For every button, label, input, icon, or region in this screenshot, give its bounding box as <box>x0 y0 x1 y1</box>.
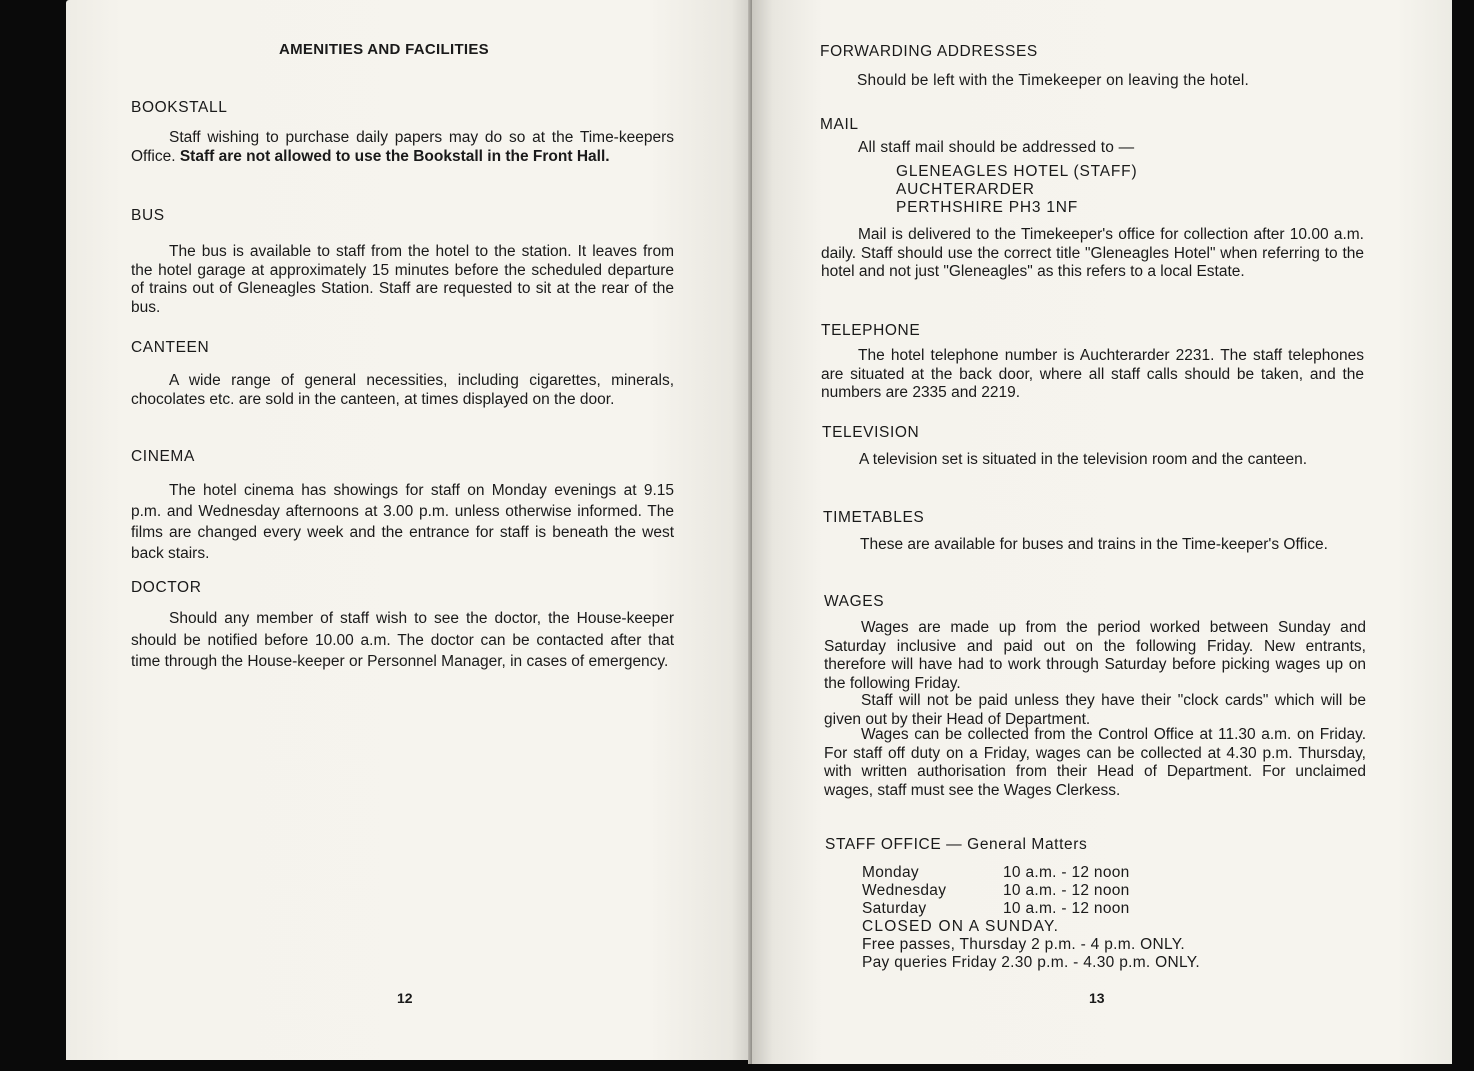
forwarding-text: Should be left with the Timekeeper on leaving the hotel. <box>857 72 1250 89</box>
bookstall-heading: BOOKSTALL <box>131 99 228 116</box>
wages-text-2: Staff will not be paid unless they have their "clock cards" which will be given out by their Head of Department. <box>824 692 1366 728</box>
address-line-2: AUCHTERARDER <box>896 181 1035 198</box>
schedule-hours: 10 a.m. - 12 noon <box>1003 882 1130 899</box>
wages-heading: WAGES <box>824 593 885 610</box>
page-number-left: 12 <box>397 990 413 1006</box>
page-title: AMENITIES AND FACILITIES <box>279 41 489 58</box>
address-line-3: PERTHSHIRE PH3 1NF <box>896 199 1079 216</box>
schedule-row <box>862 900 1200 918</box>
timetables-heading: TIMETABLES <box>823 509 925 526</box>
forwarding-heading: FORWARDING ADDRESSES <box>820 43 1038 60</box>
timetables-text: These are available for buses and trains in the Time-keeper's Office. <box>860 536 1328 553</box>
cinema-heading: CINEMA <box>131 448 195 465</box>
right-page <box>752 0 1452 1064</box>
mail-text: Mail is delivered to the Timekeeper's office for collection after 10.00 a.m. daily. Staff should use the correct title "Gleneagles Hotel" when referring to the hotel and not just "Gleneagles" as this refers to a local Estate. <box>821 226 1364 280</box>
doctor-text: Should any member of staff wish to see the doctor, the House-keeper should be notified before 10.00 a.m. The doctor can be contacted after that time through the House-keeper or Personnel Manager, in cases of emergency. <box>131 610 674 670</box>
staff-office-heading: STAFF OFFICE — General Matters <box>825 836 1088 853</box>
canteen-heading: CANTEEN <box>131 339 210 356</box>
bookstall-text-regular: Staff wishing to purchase daily papers may do so at the Time-keepers Office. <box>131 129 674 165</box>
page-number-right: 13 <box>1089 990 1105 1006</box>
schedule-day: Wednesday <box>862 882 947 899</box>
schedule-hours: 10 a.m. - 12 noon <box>1003 864 1130 881</box>
pay-queries-notice: Pay queries Friday 2.30 p.m. - 4.30 p.m. ONLY. <box>862 954 1201 971</box>
bookstall-text-bold: Staff are not allowed to use the Bookstall in the Front Hall. <box>179 147 610 165</box>
schedule-hours: 10 a.m. - 12 noon <box>1003 900 1130 917</box>
schedule-day: Saturday <box>862 900 927 917</box>
staff-office-schedule <box>862 864 1200 972</box>
wages-text-1: Wages are made up from the period worked between Sunday and Saturday inclusive and paid out on the following Friday. New entrants, therefore will have had to work through Saturday before picking wages up on the following Friday. <box>824 619 1366 692</box>
cinema-text: The hotel cinema has showings for staff on Monday evenings at 9.15 p.m. and Wednesday afternoons at 3.00 p.m. unless otherwise informed. The films are changed every week and the entrance for staff is beneath the west back stairs. <box>131 482 674 562</box>
bookstall-text <box>131 129 674 166</box>
closed-notice: CLOSED ON A SUNDAY. <box>862 918 1060 935</box>
schedule-row <box>862 882 1200 900</box>
television-text: A television set is situated in the television room and the canteen. <box>859 451 1308 468</box>
mail-intro: All staff mail should be addressed to — <box>858 139 1135 156</box>
bus-heading: BUS <box>131 207 165 224</box>
doctor-heading: DOCTOR <box>131 579 202 596</box>
bus-text: The bus is available to staff from the hotel to the station. It leaves from the hotel garage at approximately 15 minutes before the scheduled departure of trains out of Gleneagles Station. Staff are requested to sit at the rear of the bus. <box>131 243 674 316</box>
left-page <box>66 0 752 1060</box>
canteen-text: A wide range of general necessities, including cigarettes, minerals, chocolates etc. are sold in the canteen, at times displayed on the door. <box>131 372 674 408</box>
mail-address <box>896 163 1137 217</box>
telephone-text: The hotel telephone number is Auchterarder 2231. The staff telephones are situated at the back door, where all staff calls should be taken, and the numbers are 2335 and 2219. <box>821 347 1364 401</box>
wages-text-3: Wages can be collected from the Control Office at 11.30 a.m. on Friday. For staff off duty on a Friday, wages can be collected at 4.30 p.m. Thursday, with written authorisation from their Head of Department. For unclaimed wages, staff must see the Wages Clerkess. <box>824 726 1366 799</box>
telephone-heading: TELEPHONE <box>821 322 921 339</box>
mail-heading: MAIL <box>820 116 859 133</box>
free-passes-notice: Free passes, Thursday 2 p.m. - 4 p.m. ONLY. <box>862 936 1186 953</box>
schedule-day: Monday <box>862 864 919 881</box>
address-line-1: GLENEAGLES HOTEL (STAFF) <box>896 163 1138 180</box>
schedule-row <box>862 864 1200 882</box>
television-heading: TELEVISION <box>822 424 920 441</box>
